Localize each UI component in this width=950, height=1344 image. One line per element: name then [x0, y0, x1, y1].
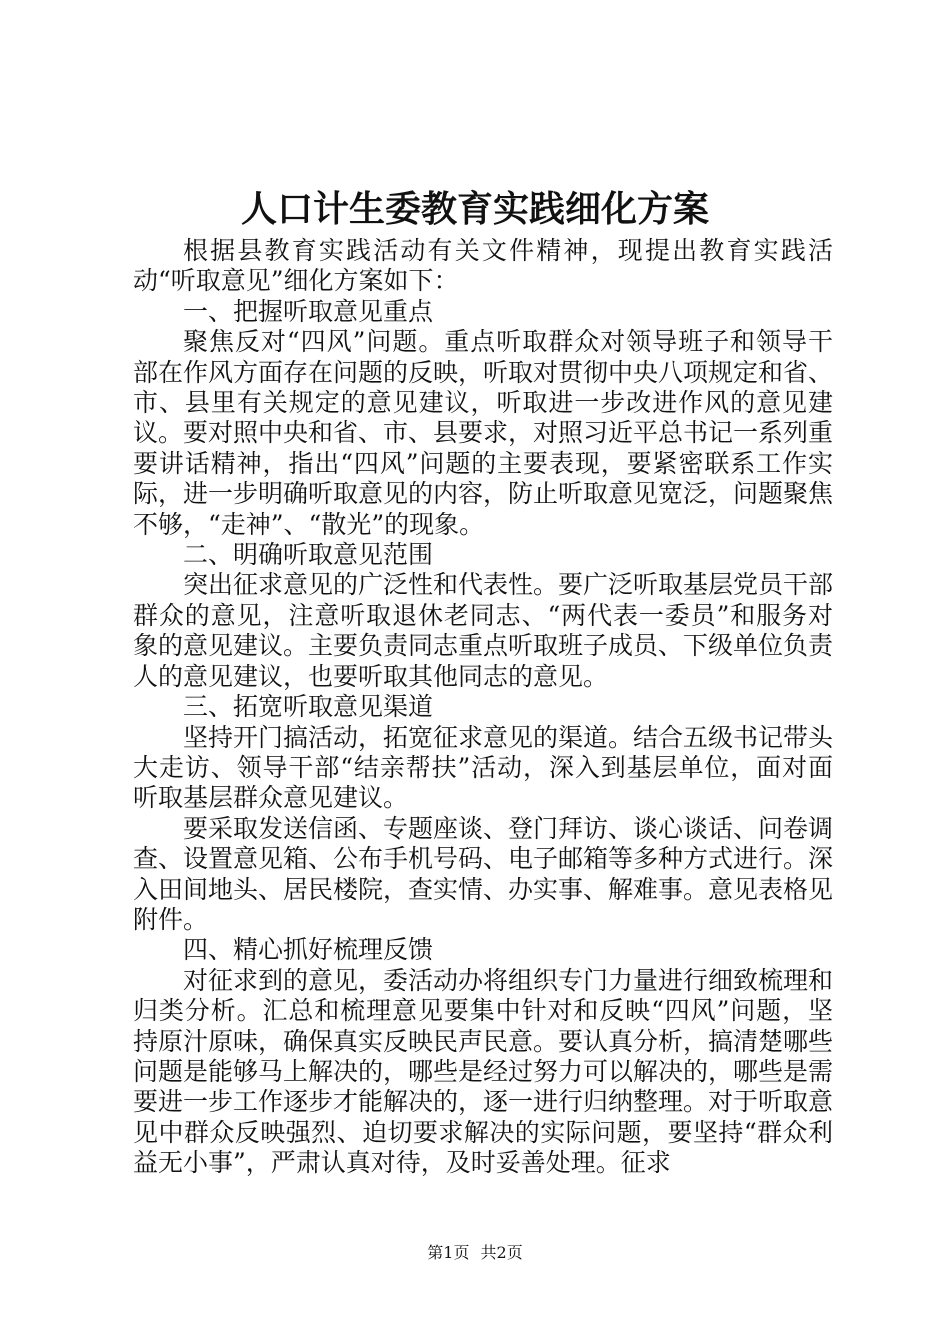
- document-title: 人口计生委教育实践细化方案: [240, 188, 709, 230]
- section-heading-1: 一、把握听取意见重点: [183, 296, 434, 326]
- page-total: 共2页: [480, 1243, 523, 1262]
- document-body: [133, 236, 833, 1179]
- page-footer: [0, 1243, 950, 1263]
- paragraph-section-1: 聚焦反对“四风”问题。重点听取群众对领导班子和领导干部在作风方面存在问题的反映，听取对贯彻中央八项规定和省、市、县里有关规定的意见建议，听取进一步改进作风的意见建议。要对照中央和省、市、县要求，对照习近平总书记一系列重要讲话精神，指出“四风”问题的主要表现，要紧密联系工作实际，进一步明确听取意见的内容，防止听取意见宽泛，问题聚焦不够，“走神”、“散光”的现象。: [133, 327, 834, 539]
- paragraph-section-3b: 要采取发送信函、专题座谈、登门拜访、谈心谈话、问卷调查、设置意见箱、公布手机号码、电子邮箱等多种方式进行。深入田间地头、居民楼院，查实情、办实事、解难事。意见表格见附件。: [133, 813, 834, 934]
- paragraph-section-4: 对征求到的意见，委活动办将组织专门力量进行细致梳理和归类分析。汇总和梳理意见要集中针对和反映“四风”问题，坚持原汁原味，确保真实反映民声民意。要认真分析，搞清楚哪些问题是能够马上解决的，哪些是经过努力可以解决的，哪些是需要进一步工作逐步才能解决的，逐一进行归纳整理。对于听取意见中群众反映强烈、迫切要求解决的实际问题，要坚持“群众利益无小事”，严肃认真对待，及时妥善处理。征求: [133, 965, 834, 1178]
- paragraph-section-3a: 坚持开门搞活动，拓宽征求意见的渠道。结合五级书记带头大走访、领导干部“结亲帮扶”活动，深入到基层单位，面对面听取基层群众意见建议。: [133, 722, 834, 813]
- section-heading-2: 二、明确听取意见范围: [183, 540, 434, 570]
- section-heading-3: 三、拓宽听取意见渠道: [183, 692, 434, 722]
- page-number: 第1页: [427, 1243, 470, 1262]
- paragraph-section-2: 突出征求意见的广泛性和代表性。要广泛听取基层党员干部群众的意见，注意听取退休老同志、“两代表一委员”和服务对象的意见建议。主要负责同志重点听取班子成员、下级单位负责人的意见建议，也要听取其他同志的意见。: [133, 570, 834, 691]
- section-heading-4: 四、精心抓好梳理反馈: [183, 935, 434, 965]
- paragraph-intro: 根据县教育实践活动有关文件精神，现提出教育实践活动“听取意见”细化方案如下：: [133, 236, 833, 296]
